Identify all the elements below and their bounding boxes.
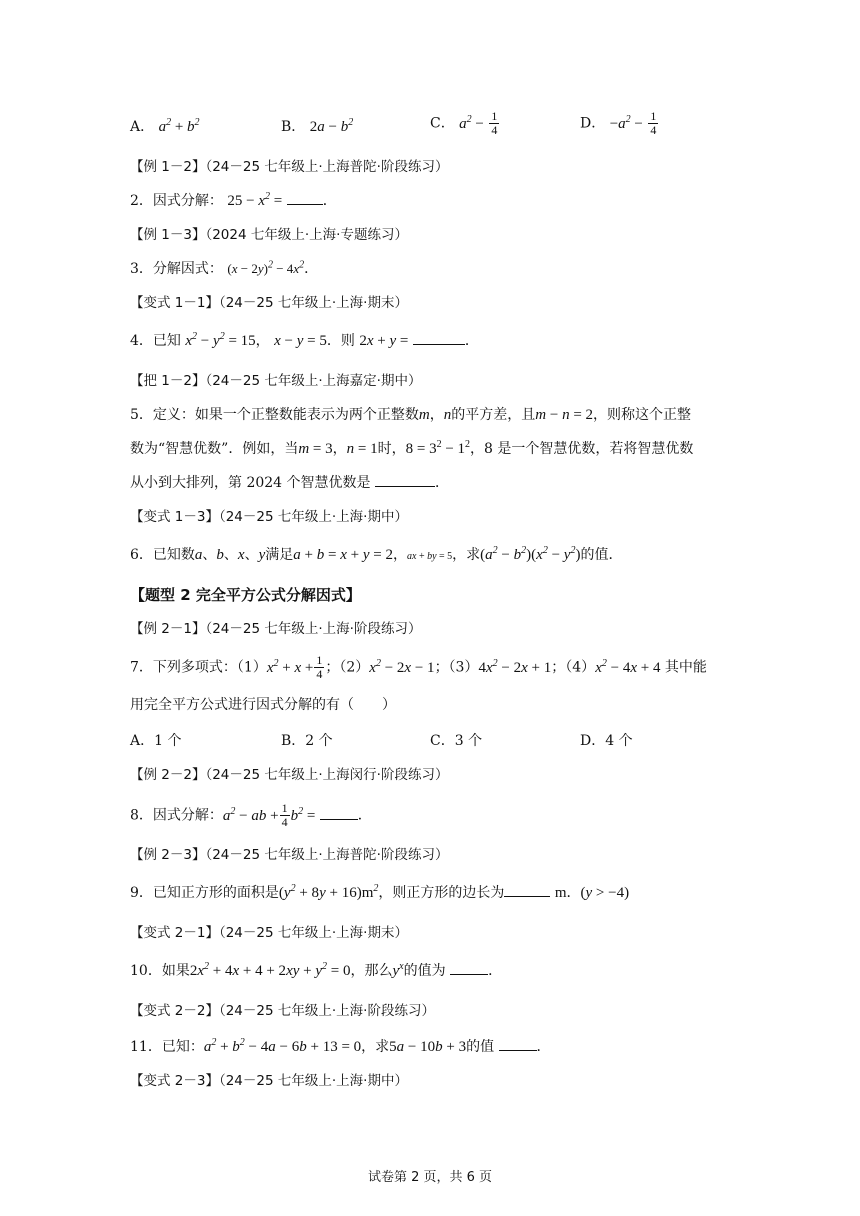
question-3: 3．分解因式： $(x - 2y)^2 - 4x^2$． bbox=[130, 259, 319, 277]
question-text: 从小到大排列，第 2024 个智慧优数是 bbox=[130, 475, 371, 491]
question-text: 用完全平方公式进行因式分解的有（ ） bbox=[130, 697, 396, 713]
option-label: B． bbox=[281, 119, 306, 135]
question-text: 的平方差，且 bbox=[451, 407, 536, 423]
option-label: C． bbox=[430, 115, 455, 132]
q1-option-a: A． $a^2 + b^2$ bbox=[130, 117, 200, 135]
answer-blank bbox=[287, 190, 323, 205]
page-footer: 试卷第 2 页，共 6 页 bbox=[367, 1170, 493, 1185]
source-tag: 【例 2－1】（24－25 七年级上·上海·阶段练习） bbox=[130, 621, 422, 637]
source-tag: 【变式 1－3】（24－25 七年级上·上海·期中） bbox=[130, 509, 408, 525]
question-5-line-2: 数为“智慧优数”．例如，当m = 3，n = 1时，$8 = 3^2 - 1^2$，8 是一个智慧优数，若将智慧优数 bbox=[130, 439, 694, 457]
source-tag: 【变式 1－1】（24－25 七年级上·上海·期末） bbox=[130, 295, 408, 311]
question-text: ，8 是一个智慧优数，若将智慧优数 bbox=[470, 441, 694, 457]
question-11: 11．已知：$a^2 + b^2 - 4a - 6b + 13 = 0$，求5a − 10b + 3的值 ． bbox=[130, 1037, 551, 1055]
question-4: 4．已知 $x^2 - y^2 = 15$， x − y = 5．则 2x + y = ． bbox=[130, 331, 479, 349]
question-text: 3．分解因式： bbox=[130, 261, 223, 277]
question-text: 4．已知 bbox=[130, 333, 181, 349]
question-text: 11．已知： bbox=[130, 1039, 204, 1055]
section-heading: 【题型 2 完全平方公式分解因式】 bbox=[130, 586, 361, 604]
question-2: 2．因式分解： $25 - x^2$ = ． bbox=[130, 191, 337, 209]
question-text: ，求 bbox=[361, 1039, 390, 1055]
question-6: 6．已知数a、b、x、y满足a + b = x + y = 2，ax + by = 5，求$(a^2 - b^2)(x^2 - y^2)$的值． bbox=[130, 545, 623, 563]
question-text: 8．因式分解： bbox=[130, 807, 223, 824]
question-5-line-3: 从小到大排列，第 2024 个智慧优数是 ． bbox=[130, 472, 449, 494]
source-tag: 【把 1－2】（24－25 七年级上·上海嘉定·期中） bbox=[130, 373, 422, 389]
answer-blank bbox=[504, 882, 550, 897]
answer-blank bbox=[450, 960, 488, 975]
question-text: 2．因式分解： bbox=[130, 193, 223, 209]
question-text: 数为“智慧优数”．例如，当 bbox=[130, 441, 299, 457]
q1-option-c: C． $a^2$ − $\frac{1}{4}$ bbox=[430, 109, 498, 137]
question-text: 9．已知正方形的面积是 bbox=[130, 885, 279, 901]
source-tag: 【变式 2－1】（24－25 七年级上·上海·期末） bbox=[130, 925, 408, 941]
q7-option-c: C．3 个 bbox=[430, 733, 483, 749]
question-text: 时， bbox=[377, 441, 406, 457]
question-10: 10．如果$2x^2 + 4x + 4 + 2xy + y^2 = 0$，那么$y^x$的值为 ． bbox=[130, 961, 503, 979]
q1-option-b: B． $2a - b^2$ bbox=[281, 117, 354, 135]
question-text: 的值 bbox=[466, 1039, 495, 1055]
q7-option-a: A．1 个 bbox=[130, 733, 182, 749]
question-9: 9．已知正方形的面积是$(y^2 + 8y + 16)m^2$，则正方形的边长为 m．(y > −4) bbox=[130, 883, 630, 901]
question-text: 7．下列多项式：（1） bbox=[130, 659, 267, 676]
q1-option-d: D． $-a^2$ − $\frac{1}{4}$ bbox=[580, 109, 657, 137]
question-text: ， bbox=[255, 333, 270, 349]
question-text: 的值为 bbox=[403, 963, 446, 979]
option-label: D． bbox=[580, 115, 606, 132]
question-text: 10．如果 bbox=[130, 963, 190, 979]
question-5-line-1: 5．定义：如果一个正整数能表示为两个正整数m，n的平方差，且m − n = 2，则称这个正整 bbox=[130, 407, 692, 423]
question-8: 8．因式分解：$a^2$ − ab + $\frac{1}{4}$ $b^2$ = ． bbox=[130, 801, 372, 829]
source-tag: 【变式 2－3】（24－25 七年级上·上海·期中） bbox=[130, 1073, 408, 1089]
question-text: ，则正方形的边长为 bbox=[378, 885, 505, 901]
question-text: 满足 bbox=[265, 547, 294, 563]
source-tag: 【例 1－2】（24－25 七年级上·上海普陀·阶段练习） bbox=[130, 159, 449, 175]
question-text: 5．定义：如果一个正整数能表示为两个正整数 bbox=[130, 407, 419, 423]
answer-blank bbox=[413, 330, 465, 345]
option-label: A． bbox=[130, 119, 155, 135]
q7-option-d: D．4 个 bbox=[580, 733, 633, 749]
question-text: 的值． bbox=[580, 547, 623, 563]
question-text: ，那么 bbox=[350, 963, 393, 979]
source-tag: 【变式 2－2】（24－25 七年级上·上海·阶段练习） bbox=[130, 1003, 435, 1019]
source-tag: 【例 2－2】（24－25 七年级上·上海闵行·阶段练习） bbox=[130, 767, 449, 783]
source-tag: 【例 2－3】（24－25 七年级上·上海普陀·阶段练习） bbox=[130, 847, 449, 863]
question-7-line-1: 7．下列多项式：$(1)x^2 + x$ + $\frac{1}{4}$ ；$(2)x^2 - 2x - 1$；$(3)4x^2 - 2x + 1$；$(4)x^2 - 4x + 4$ 其中能 bbox=[130, 653, 707, 681]
answer-blank bbox=[375, 472, 435, 487]
question-text: 6．已知数 bbox=[130, 547, 195, 563]
q7-option-b: B．2 个 bbox=[281, 733, 333, 749]
answer-blank bbox=[320, 805, 358, 820]
question-text: ．则 bbox=[326, 333, 355, 349]
source-tag: 【例 1－3】（2024 七年级上·上海·专题练习） bbox=[130, 227, 408, 243]
answer-blank bbox=[499, 1036, 537, 1051]
question-7-line-2 bbox=[130, 694, 396, 716]
question-text: ，则称这个正整 bbox=[593, 407, 692, 423]
